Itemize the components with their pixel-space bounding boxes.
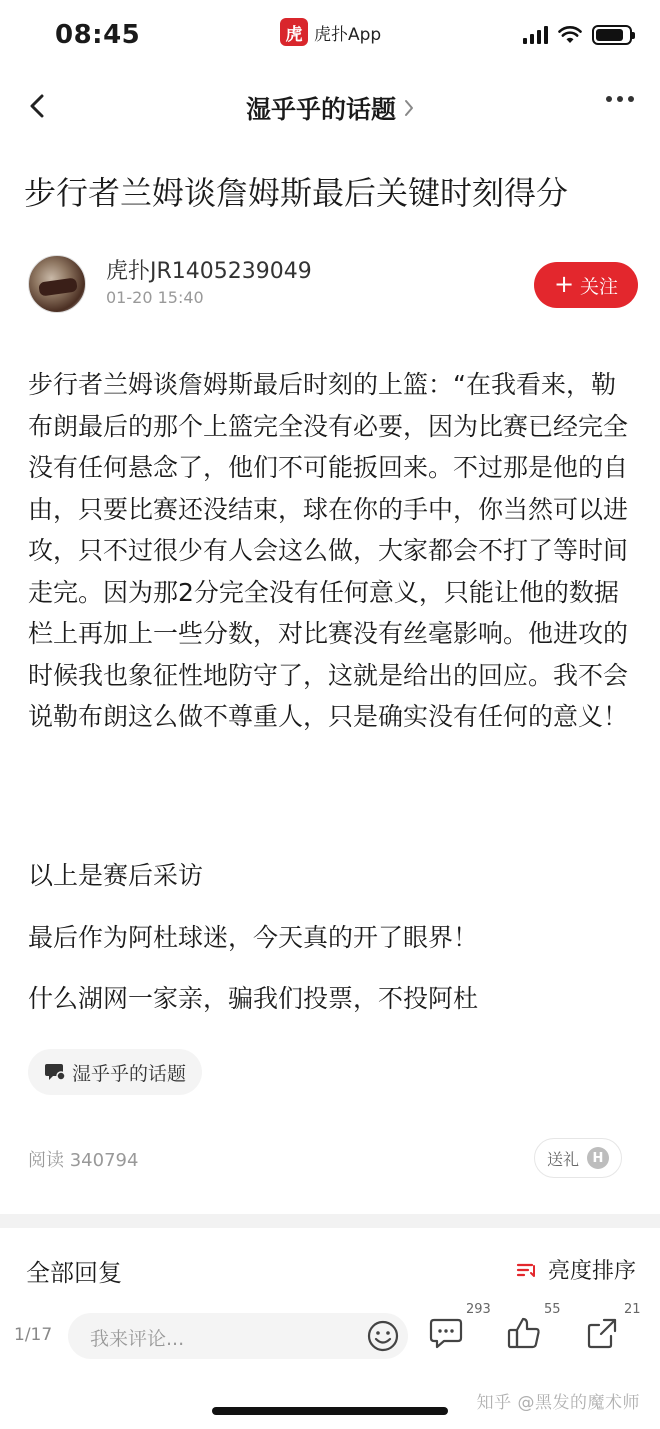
share-button[interactable] (584, 1316, 624, 1356)
nav-title: 湿乎乎的话题 (245, 95, 396, 124)
comment-placeholder: 我来评论... (90, 1328, 185, 1350)
gift-label: 送礼 (546, 1149, 579, 1169)
follow-label: 关注 (580, 275, 619, 298)
comments-button[interactable] (428, 1316, 468, 1356)
status-bar (0, 0, 660, 72)
nav-topic-link[interactable] (0, 90, 660, 126)
topic-tag-label: 湿乎乎的话题 (72, 1062, 187, 1085)
wifi-icon (558, 26, 582, 44)
status-time: 08:45 (55, 20, 141, 50)
section-divider (0, 1214, 660, 1228)
cellular-signal-icon (523, 26, 548, 44)
bottom-action-bar (0, 1300, 660, 1370)
comment-count: 293 (466, 1302, 491, 1317)
gift-button[interactable] (534, 1138, 622, 1178)
author-name[interactable]: 虎扑JR1405239049 (106, 259, 312, 284)
thumbs-up-icon (506, 1316, 542, 1350)
sort-button[interactable] (516, 1254, 636, 1285)
battery-level (596, 29, 623, 41)
page-indicator[interactable]: 1/17 (14, 1325, 53, 1345)
more-options-icon[interactable] (606, 96, 634, 102)
status-app-name: 虎扑App (314, 24, 382, 45)
status-icons (523, 25, 632, 45)
home-indicator[interactable] (212, 1407, 448, 1415)
article-title: 步行者兰姆谈詹姆斯最后关键时刻得分 (24, 174, 569, 212)
author-avatar[interactable] (28, 255, 86, 313)
watermark: 知乎 @黑发的魔术师 (476, 1393, 640, 1413)
plus-icon: + (553, 269, 575, 298)
follow-button[interactable] (534, 262, 638, 308)
battery-icon (592, 25, 632, 45)
chevron-right-icon (404, 99, 414, 117)
share-icon (584, 1316, 620, 1350)
like-button[interactable] (506, 1316, 546, 1356)
article-paragraph: 什么湖网一家亲，骗我们投票，不投阿杜 (28, 984, 479, 1013)
replies-title: 全部回复 (26, 1259, 122, 1287)
article-paragraph: 以上是赛后采访 (28, 861, 204, 890)
comment-input[interactable] (68, 1313, 408, 1359)
nav-bar (0, 72, 660, 142)
sort-icon (516, 1261, 538, 1279)
status-app-label (280, 18, 381, 46)
post-time: 01-20 15:40 (106, 288, 204, 307)
hupu-coin-icon: H (587, 1147, 609, 1169)
hupu-logo-icon: 虎 (280, 18, 308, 46)
topic-bubble-icon (44, 1062, 66, 1082)
topic-tag[interactable] (28, 1049, 202, 1095)
like-count: 55 (544, 1302, 561, 1317)
share-count: 21 (624, 1302, 641, 1317)
article-paragraph: 步行者兰姆谈詹姆斯最后时刻的上篮：“在我看来，勒布朗最后的那个上篮完全没有必要，因为比赛已经完全没有任何悬念了，他们不可能扳回来。不过那是他的自由，只要比赛还没结束，球在你的手中，你当然可以进攻，只不过很少有人会这么做，大家都会不打了等时间走完。因为那2分完全没有任何意义，只能让他的数据栏上再加上一些分数，对比赛没有丝毫影响。他进攻的时候我也象征性地防守了，这就是给出的回应。我不会说勒布朗这么做不尊重人，只是确实没有任何的意义！ (28, 370, 629, 731)
article-paragraph: 最后作为阿杜球迷，今天真的开了眼界！ (28, 923, 479, 952)
author-row (28, 250, 638, 320)
sort-label: 亮度排序 (547, 1259, 636, 1284)
emoji-icon[interactable] (366, 1319, 400, 1353)
comment-bubble-icon (428, 1316, 464, 1350)
read-count: 阅读 340794 (28, 1150, 139, 1171)
